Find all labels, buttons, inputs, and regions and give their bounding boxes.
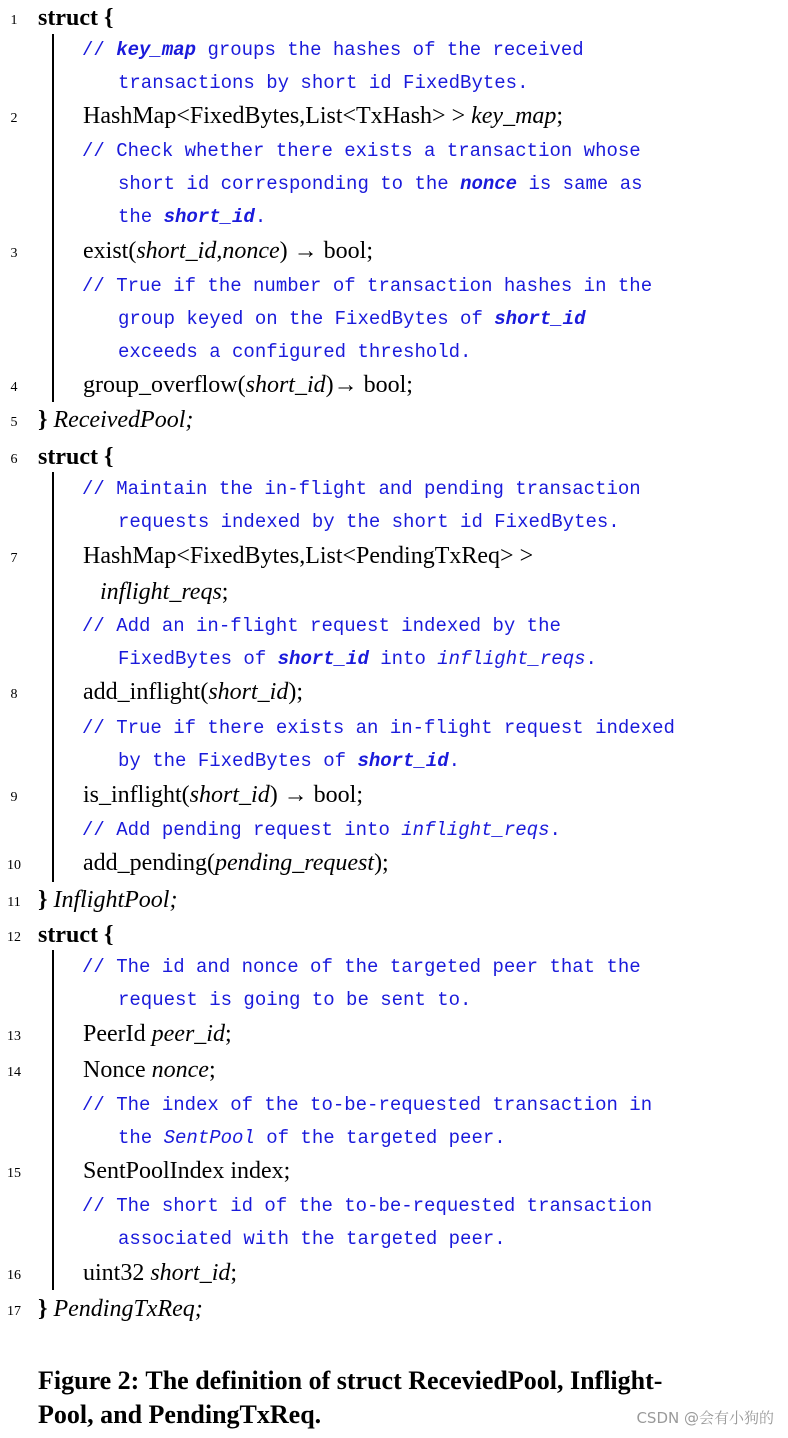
code-line: exist(short_id,nonce) → bool; — [83, 238, 373, 264]
code-line: uint32 short_id; — [83, 1260, 238, 1286]
line-number: 2 — [10, 111, 18, 126]
line-number: 9 — [10, 790, 18, 805]
line-number: 7 — [10, 551, 18, 566]
line-number: 1 — [10, 13, 18, 28]
code-line: add_inflight(short_id); — [83, 679, 303, 705]
comment-line: the short_id. — [118, 206, 267, 228]
figure-caption-line-1: Figure 2: The definition of struct ReceviedPool, Inflight- — [38, 1366, 663, 1395]
line-number: 11 — [7, 895, 21, 910]
comment-line: // True if there exists an in-flight request indexed — [82, 717, 675, 739]
code-line: struct { — [38, 922, 114, 948]
comment-line: exceeds a configured threshold. — [118, 341, 472, 363]
code-line: add_pending(pending_request); — [83, 850, 389, 876]
code-line-continuation: inflight_reqs; — [100, 579, 229, 605]
code-line: } ReceivedPool; — [38, 407, 194, 433]
line-number: 12 — [7, 930, 21, 945]
code-line: PeerId peer_id; — [83, 1021, 232, 1047]
line-number: 3 — [10, 246, 18, 261]
comment-line: requests indexed by the short id FixedBytes. — [118, 511, 620, 533]
code-line: struct { — [38, 444, 114, 470]
comment-line: // Add pending request into inflight_reqs. — [82, 819, 561, 841]
line-number: 8 — [10, 687, 18, 702]
line-number: 15 — [7, 1166, 21, 1181]
code-line: is_inflight(short_id) → bool; — [83, 782, 364, 808]
line-number: 10 — [7, 858, 21, 873]
comment-line: // The index of the to-be-requested transaction in — [82, 1094, 653, 1116]
comment-line: short id corresponding to the nonce is same as — [118, 173, 643, 195]
scope-bar — [52, 950, 54, 1290]
scope-bar — [52, 34, 54, 402]
code-line: Nonce nonce; — [83, 1057, 216, 1083]
comment-line: request is going to be sent to. — [118, 989, 472, 1011]
watermark: CSDN @会有小狗的 — [636, 1409, 774, 1427]
line-number: 17 — [7, 1304, 21, 1319]
comment-line: // The short id of the to-be-requested transaction — [82, 1195, 653, 1217]
line-number: 5 — [10, 415, 18, 430]
code-line: SentPoolIndex index; — [83, 1158, 291, 1184]
line-number: 4 — [10, 380, 18, 395]
line-number: 13 — [7, 1029, 21, 1044]
scope-bar — [52, 472, 54, 882]
comment-line: transactions by short id FixedBytes. — [118, 72, 529, 94]
code-line: HashMap<FixedBytes,List<PendingTxReq> > — [83, 543, 534, 569]
comment-line: // Maintain the in-flight and pending transaction — [82, 478, 641, 500]
line-number: 14 — [7, 1065, 21, 1080]
code-line: } PendingTxReq; — [38, 1296, 203, 1322]
code-line: HashMap<FixedBytes,List<TxHash> > key_map; — [83, 103, 564, 129]
comment-line: by the FixedBytes of short_id. — [118, 750, 461, 772]
code-line: struct { — [38, 5, 114, 31]
comment-line: // The id and nonce of the targeted peer that the — [82, 956, 641, 978]
comment-line: group keyed on the FixedBytes of short_id — [118, 308, 586, 330]
line-number: 6 — [10, 452, 18, 467]
line-number: 16 — [7, 1268, 21, 1283]
comment-line: // Add an in-flight request indexed by the — [82, 615, 561, 637]
comment-line: the SentPool of the targeted peer. — [118, 1127, 506, 1149]
comment-line: associated with the targeted peer. — [118, 1228, 506, 1250]
comment-line: // True if the number of transaction hashes in the — [82, 275, 653, 297]
code-line: group_overflow(short_id)→ bool; — [83, 372, 413, 398]
figure-caption-line-2: Pool, and PendingTxReq. — [38, 1400, 322, 1429]
code-line: } InflightPool; — [38, 887, 178, 913]
comment-line: // key_map groups the hashes of the received — [82, 39, 584, 61]
comment-line: // Check whether there exists a transaction whose — [82, 140, 641, 162]
comment-line: FixedBytes of short_id into inflight_reqs. — [118, 648, 597, 670]
